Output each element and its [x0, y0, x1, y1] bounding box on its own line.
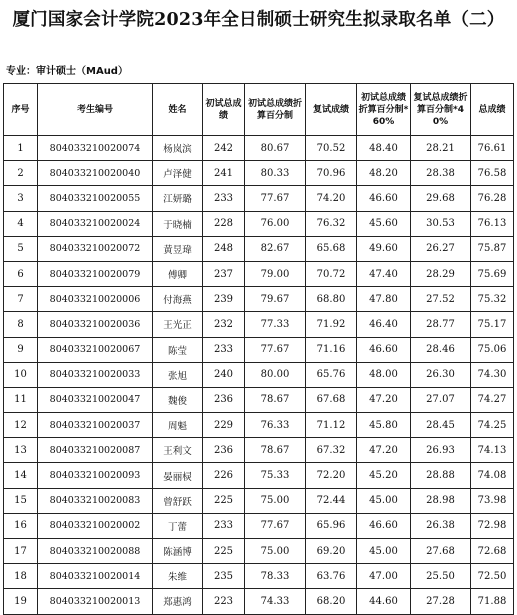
table-row: [4, 161, 514, 186]
cell-candidate-id: 804033210020067: [38, 337, 153, 362]
cell-total-score: 74.30: [471, 362, 514, 387]
cell-retest-weighted: 26.27: [411, 236, 471, 261]
cell-retest-score: 68.80: [306, 287, 357, 312]
cell-prelim-weighted: 44.60: [357, 589, 411, 614]
cell-prelim-weighted: 45.00: [357, 488, 411, 513]
cell-prelim-percent: 80.33: [245, 161, 306, 186]
cell-total-score: 75.06: [471, 337, 514, 362]
cell-prelim-total: 232: [203, 312, 245, 337]
cell-prelim-weighted: 48.20: [357, 161, 411, 186]
cell-prelim-weighted: 49.60: [357, 236, 411, 261]
cell-candidate-id: 804033210020079: [38, 261, 153, 286]
cell-retest-score: 69.20: [306, 539, 357, 564]
table-body: [4, 136, 514, 615]
cell-retest-score: 68.20: [306, 589, 357, 614]
cell-candidate-id: 804033210020013: [38, 589, 153, 614]
cell-total-score: 76.61: [471, 136, 514, 161]
cell-retest-weighted: 26.38: [411, 513, 471, 538]
cell-prelim-total: 240: [203, 362, 245, 387]
cell-retest-score: 71.12: [306, 413, 357, 438]
cell-candidate-id: 804033210020047: [38, 387, 153, 412]
cell-total-score: 74.25: [471, 413, 514, 438]
header-name: 姓名: [153, 84, 203, 136]
cell-prelim-weighted: 48.00: [357, 362, 411, 387]
table-row: [4, 236, 514, 261]
cell-total-score: 75.17: [471, 312, 514, 337]
header-prelim-weighted: 初试总成绩折算百分制*60%: [357, 84, 411, 136]
cell-name: 于晓楠: [153, 211, 203, 236]
table-row: [4, 539, 514, 564]
cell-retest-score: 65.68: [306, 236, 357, 261]
cell-prelim-total: 241: [203, 161, 245, 186]
cell-prelim-weighted: 48.40: [357, 136, 411, 161]
cell-retest-score: 74.20: [306, 186, 357, 211]
cell-retest-weighted: 27.07: [411, 387, 471, 412]
cell-prelim-percent: 77.67: [245, 337, 306, 362]
cell-prelim-total: 236: [203, 438, 245, 463]
cell-candidate-id: 804033210020040: [38, 161, 153, 186]
table-row: [4, 413, 514, 438]
cell-prelim-percent: 76.00: [245, 211, 306, 236]
cell-prelim-percent: 80.00: [245, 362, 306, 387]
cell-retest-weighted: 26.93: [411, 438, 471, 463]
cell-retest-score: 65.96: [306, 513, 357, 538]
cell-prelim-weighted: 45.60: [357, 211, 411, 236]
cell-name: 曾舒跃: [153, 488, 203, 513]
cell-retest-score: 70.52: [306, 136, 357, 161]
cell-total-score: 74.08: [471, 463, 514, 488]
cell-candidate-id: 804033210020002: [38, 513, 153, 538]
cell-index: 8: [4, 312, 38, 337]
cell-candidate-id: 804033210020033: [38, 362, 153, 387]
cell-prelim-total: 242: [203, 136, 245, 161]
cell-prelim-total: 226: [203, 463, 245, 488]
cell-retest-score: 71.92: [306, 312, 357, 337]
cell-prelim-percent: 77.33: [245, 312, 306, 337]
table-row: [4, 438, 514, 463]
cell-name: 丁蕾: [153, 513, 203, 538]
cell-candidate-id: 804033210020006: [38, 287, 153, 312]
cell-prelim-total: 233: [203, 337, 245, 362]
cell-prelim-total: 235: [203, 564, 245, 589]
cell-prelim-weighted: 45.20: [357, 463, 411, 488]
admission-table: [3, 83, 514, 615]
cell-total-score: 76.28: [471, 186, 514, 211]
cell-retest-weighted: 26.30: [411, 362, 471, 387]
table-row: [4, 513, 514, 538]
cell-candidate-id: 804033210020024: [38, 211, 153, 236]
cell-prelim-weighted: 47.20: [357, 387, 411, 412]
cell-index: 16: [4, 513, 38, 538]
cell-prelim-total: 233: [203, 513, 245, 538]
cell-prelim-total: 225: [203, 488, 245, 513]
cell-prelim-percent: 78.33: [245, 564, 306, 589]
cell-total-score: 75.69: [471, 261, 514, 286]
cell-total-score: 76.58: [471, 161, 514, 186]
cell-prelim-weighted: 46.60: [357, 337, 411, 362]
table-row: [4, 261, 514, 286]
cell-index: 18: [4, 564, 38, 589]
header-total-score: 总成绩: [471, 84, 514, 136]
table-row: [4, 287, 514, 312]
cell-total-score: 74.13: [471, 438, 514, 463]
cell-name: 陈涵博: [153, 539, 203, 564]
cell-name: 杨岚滨: [153, 136, 203, 161]
header-index: 序号: [4, 84, 38, 136]
cell-total-score: 71.88: [471, 589, 514, 614]
cell-candidate-id: 804033210020055: [38, 186, 153, 211]
cell-retest-score: 70.72: [306, 261, 357, 286]
cell-retest-score: 72.44: [306, 488, 357, 513]
page-title: 厦门国家会计学院2023年全日制硕士研究生拟录取名单（二）: [12, 10, 505, 30]
cell-retest-weighted: 27.68: [411, 539, 471, 564]
cell-name: 王光正: [153, 312, 203, 337]
cell-prelim-weighted: 46.60: [357, 186, 411, 211]
cell-name: 王利文: [153, 438, 203, 463]
header-prelim-total: 初试总成绩: [203, 84, 245, 136]
cell-retest-weighted: 28.46: [411, 337, 471, 362]
cell-prelim-percent: 76.33: [245, 413, 306, 438]
table-row: [4, 488, 514, 513]
table-row: [4, 186, 514, 211]
cell-candidate-id: 804033210020074: [38, 136, 153, 161]
cell-candidate-id: 804033210020083: [38, 488, 153, 513]
cell-prelim-total: 233: [203, 186, 245, 211]
header-retest-score: 复试成绩: [306, 84, 357, 136]
header-retest-weighted: 复试总成绩折算百分制*40%: [411, 84, 471, 136]
cell-candidate-id: 804033210020036: [38, 312, 153, 337]
table-row: [4, 211, 514, 236]
cell-index: 2: [4, 161, 38, 186]
cell-retest-weighted: 29.68: [411, 186, 471, 211]
cell-index: 7: [4, 287, 38, 312]
cell-prelim-percent: 79.67: [245, 287, 306, 312]
cell-name: 郑惠鸿: [153, 589, 203, 614]
cell-retest-score: 70.96: [306, 161, 357, 186]
cell-prelim-total: 236: [203, 387, 245, 412]
cell-name: 朱维: [153, 564, 203, 589]
cell-index: 6: [4, 261, 38, 286]
cell-candidate-id: 804033210020088: [38, 539, 153, 564]
cell-prelim-weighted: 47.20: [357, 438, 411, 463]
cell-prelim-weighted: 46.40: [357, 312, 411, 337]
cell-name: 周魁: [153, 413, 203, 438]
cell-prelim-percent: 79.00: [245, 261, 306, 286]
cell-name: 晏丽棂: [153, 463, 203, 488]
cell-prelim-total: 229: [203, 413, 245, 438]
cell-name: 卢泽健: [153, 161, 203, 186]
cell-retest-weighted: 27.28: [411, 589, 471, 614]
cell-retest-weighted: 30.53: [411, 211, 471, 236]
header-prelim-percent: 初试总成绩折算百分制: [245, 84, 306, 136]
table-row: [4, 589, 514, 614]
cell-total-score: 75.87: [471, 236, 514, 261]
cell-retest-weighted: 25.50: [411, 564, 471, 589]
cell-prelim-weighted: 46.60: [357, 513, 411, 538]
cell-prelim-total: 239: [203, 287, 245, 312]
table-header-row: [4, 84, 514, 136]
cell-retest-weighted: 28.21: [411, 136, 471, 161]
cell-retest-score: 76.32: [306, 211, 357, 236]
cell-retest-weighted: 28.98: [411, 488, 471, 513]
cell-index: 12: [4, 413, 38, 438]
cell-prelim-percent: 74.33: [245, 589, 306, 614]
cell-total-score: 72.50: [471, 564, 514, 589]
cell-prelim-percent: 78.67: [245, 438, 306, 463]
cell-prelim-percent: 77.67: [245, 186, 306, 211]
cell-prelim-weighted: 45.80: [357, 413, 411, 438]
cell-index: 10: [4, 362, 38, 387]
cell-name: 魏俊: [153, 387, 203, 412]
cell-prelim-percent: 75.00: [245, 488, 306, 513]
cell-retest-weighted: 28.45: [411, 413, 471, 438]
cell-prelim-percent: 78.67: [245, 387, 306, 412]
cell-prelim-weighted: 47.80: [357, 287, 411, 312]
table-row: [4, 337, 514, 362]
table-row: [4, 463, 514, 488]
cell-retest-score: 71.16: [306, 337, 357, 362]
cell-index: 1: [4, 136, 38, 161]
cell-prelim-percent: 82.67: [245, 236, 306, 261]
cell-prelim-weighted: 47.00: [357, 564, 411, 589]
cell-retest-weighted: 28.77: [411, 312, 471, 337]
cell-name: 张旭: [153, 362, 203, 387]
cell-prelim-total: 237: [203, 261, 245, 286]
cell-retest-score: 67.68: [306, 387, 357, 412]
cell-index: 17: [4, 539, 38, 564]
cell-candidate-id: 804033210020014: [38, 564, 153, 589]
cell-retest-score: 63.76: [306, 564, 357, 589]
cell-prelim-total: 248: [203, 236, 245, 261]
cell-total-score: 76.13: [471, 211, 514, 236]
cell-index: 11: [4, 387, 38, 412]
cell-candidate-id: 804033210020072: [38, 236, 153, 261]
cell-index: 3: [4, 186, 38, 211]
cell-index: 19: [4, 589, 38, 614]
cell-retest-weighted: 28.38: [411, 161, 471, 186]
cell-name: 黄昱瑋: [153, 236, 203, 261]
cell-prelim-total: 225: [203, 539, 245, 564]
cell-name: 傅卿: [153, 261, 203, 286]
cell-retest-score: 72.20: [306, 463, 357, 488]
cell-total-score: 73.98: [471, 488, 514, 513]
cell-prelim-total: 228: [203, 211, 245, 236]
cell-retest-weighted: 27.52: [411, 287, 471, 312]
cell-prelim-total: 223: [203, 589, 245, 614]
cell-name: 付海燕: [153, 287, 203, 312]
cell-index: 9: [4, 337, 38, 362]
cell-index: 5: [4, 236, 38, 261]
cell-retest-score: 65.76: [306, 362, 357, 387]
cell-prelim-percent: 75.33: [245, 463, 306, 488]
cell-prelim-percent: 75.00: [245, 539, 306, 564]
cell-retest-score: 67.32: [306, 438, 357, 463]
cell-prelim-weighted: 47.40: [357, 261, 411, 286]
cell-index: 13: [4, 438, 38, 463]
table-row: [4, 387, 514, 412]
header-candidate-id: 考生编号: [38, 84, 153, 136]
cell-retest-weighted: 28.29: [411, 261, 471, 286]
cell-total-score: 72.68: [471, 539, 514, 564]
major-label: 专业：审计硕士（MAud）: [6, 66, 128, 77]
cell-prelim-percent: 80.67: [245, 136, 306, 161]
cell-index: 14: [4, 463, 38, 488]
cell-candidate-id: 804033210020037: [38, 413, 153, 438]
table-row: [4, 362, 514, 387]
cell-index: 4: [4, 211, 38, 236]
table-row: [4, 564, 514, 589]
cell-prelim-weighted: 45.00: [357, 539, 411, 564]
cell-retest-weighted: 28.88: [411, 463, 471, 488]
table-row: [4, 136, 514, 161]
cell-candidate-id: 804033210020093: [38, 463, 153, 488]
cell-total-score: 74.27: [471, 387, 514, 412]
cell-candidate-id: 804033210020087: [38, 438, 153, 463]
cell-prelim-percent: 77.67: [245, 513, 306, 538]
cell-total-score: 72.98: [471, 513, 514, 538]
table-row: [4, 312, 514, 337]
cell-total-score: 75.32: [471, 287, 514, 312]
cell-index: 15: [4, 488, 38, 513]
cell-name: 陈莹: [153, 337, 203, 362]
cell-name: 江妍璐: [153, 186, 203, 211]
